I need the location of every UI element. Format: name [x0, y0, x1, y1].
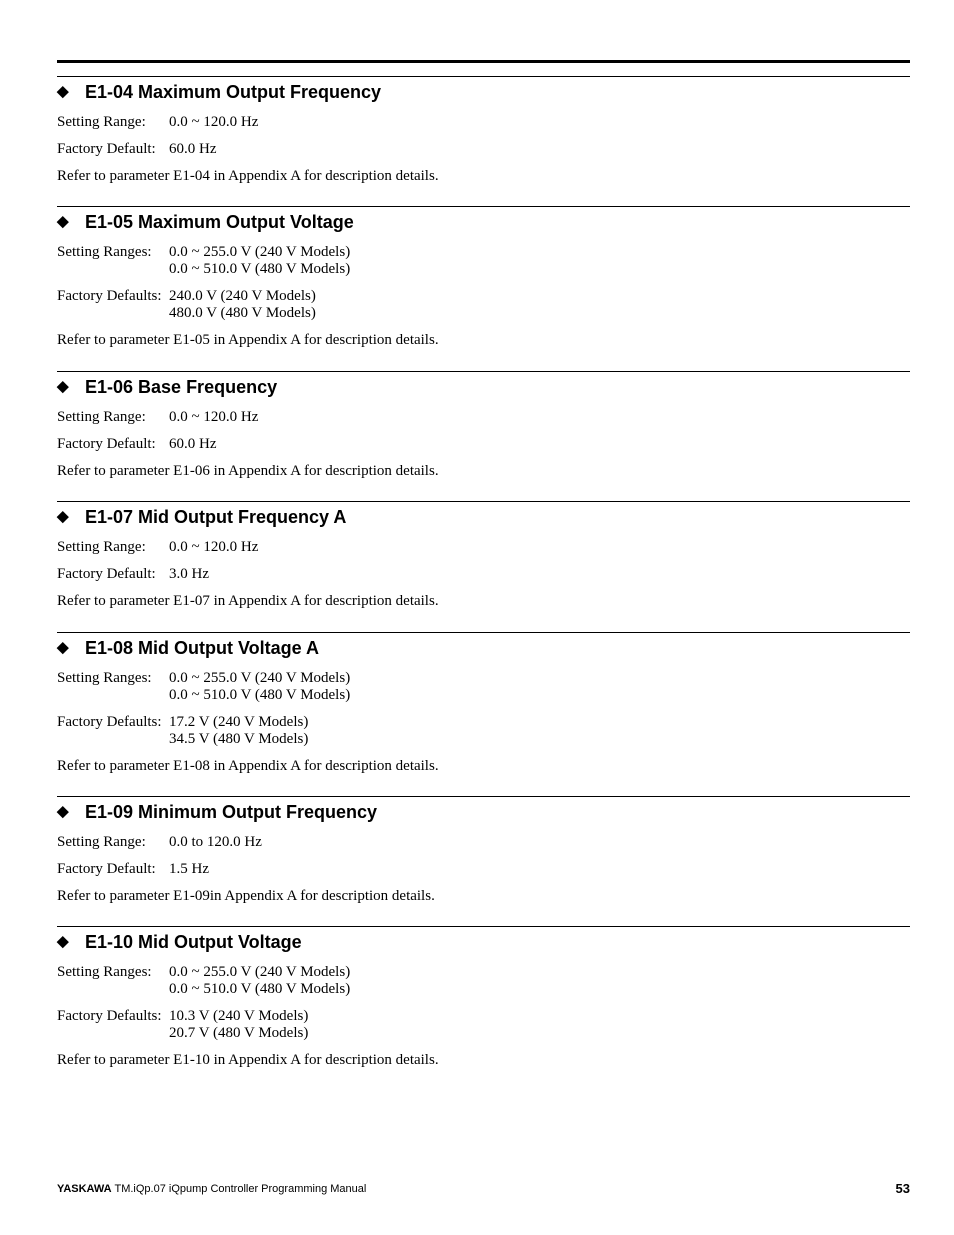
setting-range-label: Setting Range: — [57, 409, 146, 425]
setting-range-value: 0.0 ~ 120.0 Hz — [169, 539, 259, 555]
factory-default-label: Factory Default: — [57, 566, 156, 582]
setting-range-value: 0.0 ~ 255.0 V (240 V Models) — [169, 244, 351, 260]
page-number: 53 — [895, 1181, 910, 1196]
setting-range-value: 0.0 to 120.0 Hz — [169, 834, 262, 850]
footer-manual-title: TM.iQp.07 iQpump Controller Programming Manual — [114, 1183, 367, 1195]
reference-note: Refer to parameter E1-04 in Appendix A for description details. — [57, 168, 439, 184]
factory-default-value: 10.3 V (240 V Models) — [169, 1008, 309, 1024]
setting-range-values — [169, 409, 258, 426]
section-divider — [57, 76, 910, 77]
section-e1-08 — [57, 632, 910, 775]
setting-range-value: 0.0 ~ 255.0 V (240 V Models) — [169, 964, 351, 980]
setting-range-values — [169, 964, 350, 998]
setting-range-values — [169, 244, 350, 278]
section-divider — [57, 206, 910, 207]
section-e1-09 — [57, 796, 910, 905]
setting-range-label: Setting Ranges: — [57, 670, 152, 686]
section-heading — [57, 636, 910, 660]
setting-range-row — [57, 244, 910, 278]
reference-note: Refer to parameter E1-09in Appendix A for description details. — [57, 888, 435, 904]
setting-range-row — [57, 114, 910, 131]
section-divider — [57, 371, 910, 372]
section-divider — [57, 632, 910, 633]
factory-default-label: Factory Defaults: — [57, 714, 162, 730]
factory-default-label: Factory Default: — [57, 861, 156, 877]
section-title: E1-05 Maximum Output Voltage — [85, 212, 354, 232]
section-heading — [57, 930, 910, 954]
section-heading — [57, 505, 910, 529]
factory-default-row — [57, 861, 910, 878]
reference-note: Refer to parameter E1-05 in Appendix A for description details. — [57, 332, 439, 348]
factory-default-row — [57, 714, 910, 748]
section-title: E1-09 Minimum Output Frequency — [85, 802, 378, 822]
factory-default-value: 34.5 V (480 V Models) — [169, 731, 309, 747]
setting-range-value: 0.0 ~ 255.0 V (240 V Models) — [169, 670, 351, 686]
section-heading — [57, 210, 910, 234]
setting-range-value: 0.0 ~ 120.0 Hz — [169, 409, 259, 425]
footer-brand: YASKAWA — [57, 1183, 112, 1195]
reference-note: Refer to parameter E1-06 in Appendix A for description details. — [57, 463, 439, 479]
factory-default-row — [57, 566, 910, 583]
section-divider — [57, 796, 910, 797]
factory-default-value: 1.5 Hz — [169, 861, 209, 877]
setting-range-value: 0.0 ~ 120.0 Hz — [169, 114, 259, 130]
section-title: E1-04 Maximum Output Frequency — [85, 82, 382, 102]
factory-default-row — [57, 1008, 910, 1042]
setting-range-values — [169, 670, 350, 704]
setting-range-values — [169, 114, 258, 131]
section-e1-04 — [57, 76, 910, 185]
setting-range-values — [169, 539, 258, 556]
setting-range-label: Setting Range: — [57, 834, 146, 850]
section-divider — [57, 926, 910, 927]
setting-range-label: Setting Range: — [57, 539, 146, 555]
section-divider — [57, 501, 910, 502]
diamond-icon: ◆ — [57, 508, 69, 525]
diamond-icon: ◆ — [57, 803, 69, 820]
section-heading — [57, 800, 910, 824]
factory-default-value: 240.0 V (240 V Models) — [169, 288, 316, 304]
factory-default-value: 60.0 Hz — [169, 436, 217, 452]
setting-range-label: Setting Range: — [57, 114, 146, 130]
diamond-icon: ◆ — [57, 83, 69, 100]
setting-range-value: 0.0 ~ 510.0 V (480 V Models) — [169, 981, 351, 997]
factory-default-row — [57, 436, 910, 453]
page-footer — [57, 1181, 910, 1197]
section-title: E1-10 Mid Output Voltage — [85, 932, 302, 952]
setting-range-values — [169, 834, 262, 851]
setting-range-value: 0.0 ~ 510.0 V (480 V Models) — [169, 687, 351, 703]
factory-default-value: 20.7 V (480 V Models) — [169, 1025, 309, 1041]
factory-default-values — [169, 436, 217, 453]
factory-default-label: Factory Default: — [57, 436, 156, 452]
top-rule — [57, 60, 910, 63]
reference-note: Refer to parameter E1-07 in Appendix A for description details. — [57, 593, 439, 609]
section-title: E1-06 Base Frequency — [85, 377, 278, 397]
factory-default-values — [169, 714, 308, 748]
section-e1-05 — [57, 206, 910, 349]
setting-range-row — [57, 834, 910, 851]
section-heading — [57, 80, 910, 104]
diamond-icon: ◆ — [57, 639, 69, 656]
setting-range-label: Setting Ranges: — [57, 244, 152, 260]
section-heading — [57, 375, 910, 399]
setting-range-row — [57, 409, 910, 426]
factory-default-row — [57, 141, 910, 158]
factory-default-values — [169, 566, 209, 583]
factory-default-value: 17.2 V (240 V Models) — [169, 714, 309, 730]
section-e1-10 — [57, 926, 910, 1069]
setting-range-row — [57, 670, 910, 704]
reference-note: Refer to parameter E1-08 in Appendix A for description details. — [57, 758, 439, 774]
section-e1-06 — [57, 371, 910, 480]
factory-default-values — [169, 1008, 308, 1042]
setting-range-row — [57, 964, 910, 998]
factory-default-value: 60.0 Hz — [169, 141, 217, 157]
factory-default-label: Factory Defaults: — [57, 1008, 162, 1024]
factory-default-value: 480.0 V (480 V Models) — [169, 305, 316, 321]
diamond-icon: ◆ — [57, 378, 69, 395]
factory-default-values — [169, 288, 316, 322]
factory-default-value: 3.0 Hz — [169, 566, 209, 582]
factory-default-label: Factory Defaults: — [57, 288, 162, 304]
factory-default-label: Factory Default: — [57, 141, 156, 157]
setting-range-row — [57, 539, 910, 556]
factory-default-values — [169, 141, 217, 158]
section-title: E1-08 Mid Output Voltage A — [85, 638, 320, 658]
reference-note: Refer to parameter E1-10 in Appendix A for description details. — [57, 1052, 439, 1068]
section-e1-07 — [57, 501, 910, 610]
factory-default-row — [57, 288, 910, 322]
diamond-icon: ◆ — [57, 933, 69, 950]
setting-range-value: 0.0 ~ 510.0 V (480 V Models) — [169, 261, 351, 277]
section-title: E1-07 Mid Output Frequency A — [85, 507, 347, 527]
setting-range-label: Setting Ranges: — [57, 964, 152, 980]
diamond-icon: ◆ — [57, 213, 69, 230]
factory-default-values — [169, 861, 209, 878]
